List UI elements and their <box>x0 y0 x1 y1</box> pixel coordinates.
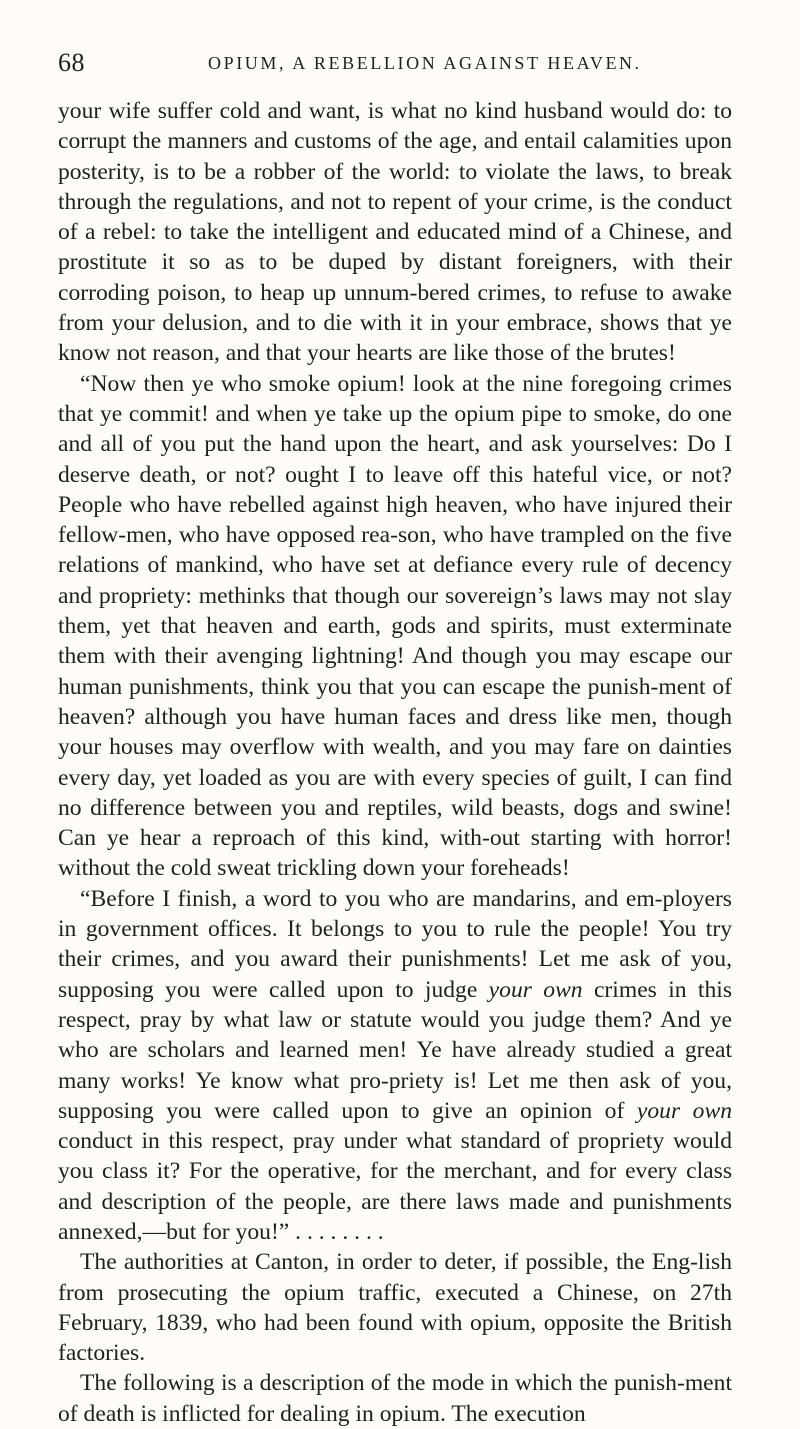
paragraph-mandarins <box>58 884 732 1248</box>
paragraph-text: The following is a description of the mode in which the punish-ment of death is inflicted for dealing in opium. The execution <box>58 1370 732 1427</box>
page-number: 68 <box>58 48 85 77</box>
page-header <box>58 48 740 80</box>
paragraph-punishment-description <box>58 1368 732 1429</box>
paragraph-text: “Before I finish, a word to you who are mandarins, and em-ployers in government offices. It belongs to you to rule the people! You try their crimes, and you award their punishments! Let me ask of you, supposing you were called upon to judge <box>58 885 732 1003</box>
paragraph-text: crimes in this respect, pray by what law or statute would you judge them? And ye who are scholars and learned men! Ye have already studied a great many works! Ye know what pro-priety is! Let me then ask of you, supposing you were called upon to give an opinion of <box>58 976 732 1124</box>
paragraph-text: your wife suffer cold and want, is what no kind husband would do: to corrupt the manners and customs of the age, and entail calamities upon posterity, is to be a robber of the world: to violate the laws, to break through the regulations, and not to repent of your crime, is the conduct of a rebel: to take the intelligent and educated mind of a Chinese, and prostitute it so as to be duped by distant foreigners, with their corroding poison, to heap up unnum-bered crimes, to refuse to awake from your delusion, and to die with it in your embrace, shows that ye know not reason, and that your hearts are like those of the brutes! <box>58 98 732 367</box>
paragraph-text: conduct in this respect, pray under what standard of propriety would you class it? For the operative, for the merchant, and for every class and description of the people, are there laws made and punishments annexed,—but for you!” . . . . . . . . <box>58 1128 732 1245</box>
paragraph-canton-execution <box>58 1247 732 1368</box>
italic-emphasis: your own <box>636 1097 732 1124</box>
paragraph-continuation <box>58 96 732 369</box>
body-text <box>58 96 732 1429</box>
paragraph-opium-smokers <box>58 369 732 884</box>
running-head: OPIUM, A REBELLION AGAINST HEAVEN. <box>208 53 642 73</box>
italic-emphasis: your own <box>488 976 583 1003</box>
paragraph-text: The authorities at Canton, in order to deter, if possible, the Eng-lish from prosecuting the opium traffic, executed a Chinese, on 27th February, 1839, who had been found with opium, opposite the British factories. <box>58 1249 732 1367</box>
paragraph-text: “Now then ye who smoke opium! look at the nine foregoing crimes that ye commit! and when ye take up the opium pipe to smoke, do one and all of you put the hand upon the heart, and ask yourselves: Do I deserve death, or not? ought I to leave off this hateful vice, or not? People who have rebelled against high heaven, who have injured their fellow-men, who have opposed rea-son, who have trampled on the five relations of mankind, who have set at defiance every rule of decency and propriety: methinks that though our sovereign’s laws may not slay them, yet that heaven and earth, gods and spirits, must exterminate them with their avenging lightning! And though you may escape our human punishments, think you that you can escape the punish-ment of heaven? although you have human faces and dress like men, though your houses may overflow with wealth, and you may fare on dainties every day, yet loaded as you are with every species of guilt, I can find no difference between you and reptiles, wild beasts, dogs and swine! Can ye hear a reproach of this kind, with-out starting with horror! without the cold sweat trickling down your foreheads! <box>58 370 732 882</box>
